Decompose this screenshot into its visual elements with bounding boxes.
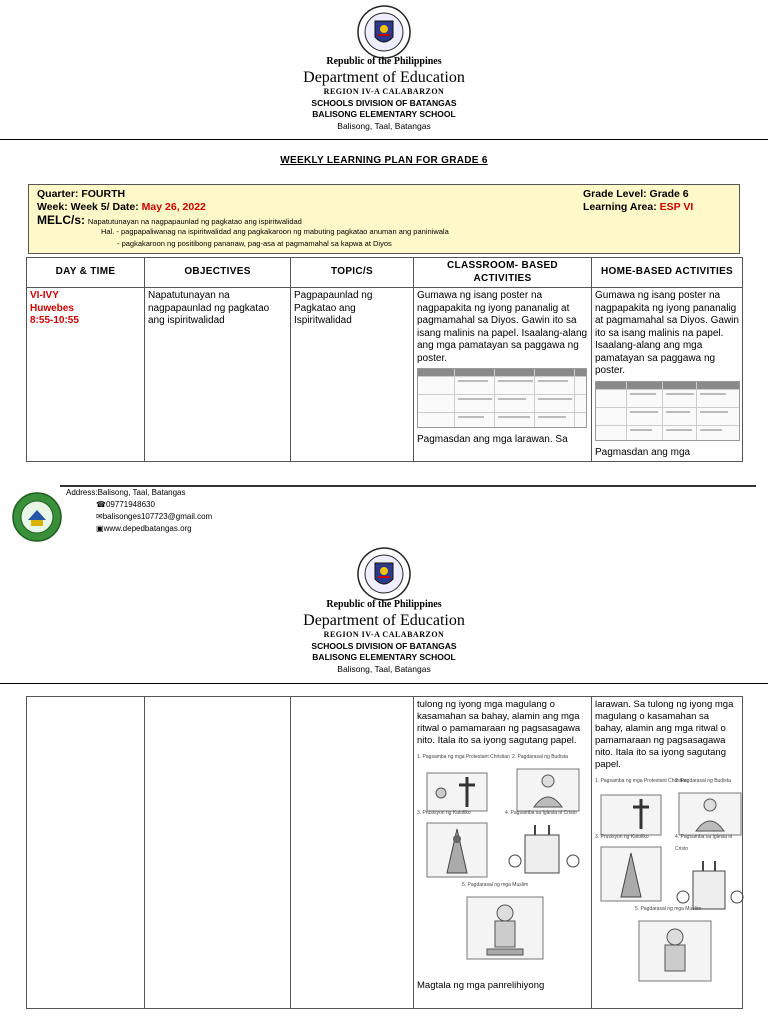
picture-buddhist: 2. Pagdarasal ng Budista — [512, 751, 587, 813]
time: 8:55-10:55 — [30, 315, 79, 326]
learning-area-value: ESP VI — [659, 201, 694, 213]
school-line: BALISONG ELEMENTARY SCHOOL — [312, 109, 456, 119]
picture-muslim: 5. Pagdarasal ng mga Muslim — [635, 903, 715, 985]
republic-line: Republic of the Philippines — [326, 56, 442, 67]
department-line: Department of Education — [303, 612, 465, 629]
day: Huwebes — [30, 302, 74, 314]
picture-protestant: 1. Pagsamba ng mga Protestant Christian — [595, 775, 688, 837]
picture-iglesia: 4. Pagsamba sa Iglesia ni Cristo — [505, 807, 585, 879]
web-icon: ▣ — [96, 524, 104, 533]
rubric-thumbnail — [417, 368, 587, 428]
rubric-thumbnail — [595, 381, 740, 441]
melc-1: Napatutunayan na nagpapaunlad ng pagkatao ang ispiritwalidad — [87, 217, 302, 226]
classroom-text: Gumawa ng isang poster na nagpapakita ng iyong pananalig at pagmamahal sa Diyos. Gawin ito sa isang malinis na papel. Isaalang-alang ang mga pamatayan sa paggawa ng poster. — [417, 290, 588, 364]
quarter: Quarter: FOURTH — [37, 188, 126, 200]
col-classroom: CLASSROOM- BASED ACTIVITIES — [414, 258, 592, 288]
picture-iglesia: 4. Pagsamba sa Iglesia ni Cristo — [675, 831, 745, 915]
day-time-cell — [27, 288, 145, 462]
objectives-cell: Napatutunayan na nagpapaunlad ng pagkatao ang ispiritwalidad — [145, 288, 291, 462]
week-date — [37, 201, 206, 213]
table-header-row — [27, 258, 743, 288]
religion-pictures — [595, 775, 745, 1000]
home-text: larawan. Sa tulong ng iyong mga magulang o kasamahan sa bahay, alamin ang mga ritwal o pamamaraan ng pagsasagawa nito. Itala ito sa iyong sagutang papel. — [595, 699, 734, 770]
web-text: www.depedbatangas.org — [103, 524, 192, 533]
region-line: REGION IV-A CALABARZON — [323, 630, 445, 639]
plan-table — [26, 257, 743, 462]
melc-2: Hal. - pagpapaliwanag na ispiritwalidad ang pagkakaroon ng mabuting pagkatao anuman ang paniniwala — [101, 227, 449, 236]
week-label: Week: Week 5/ Date: — [37, 201, 139, 213]
col-objectives: OBJECTIVES — [145, 258, 291, 288]
plan-info-box — [28, 184, 740, 254]
footer-web — [96, 524, 192, 533]
picture-protestant: 1. Pagsamba ng mga Protestant Christian — [417, 751, 510, 813]
phone-icon: ☎ — [96, 500, 106, 509]
email-icon: ✉ — [96, 512, 103, 521]
address-line: Balisong, Taal, Batangas — [337, 121, 431, 131]
col-day-time: DAY & TIME — [27, 258, 145, 288]
melc-label: MELC/s: — [37, 213, 85, 227]
footer-email — [96, 512, 212, 521]
religion-pictures — [417, 751, 587, 976]
email-text: balisonges107723@gmail.com — [102, 512, 213, 521]
learning-area-label: Learning Area: — [583, 201, 657, 213]
header-divider — [0, 683, 768, 684]
deped-seal-icon — [357, 547, 411, 601]
classroom-cell — [414, 697, 592, 1009]
grade-level: Grade Level: Grade 6 — [583, 188, 689, 200]
picture-buddhist: 2. Pagdarasal ng Budista — [675, 775, 745, 837]
picture-catholic: 3. Prusisyon ng Katoliko — [595, 831, 667, 903]
home-tail: Pagmasdan ang mga — [595, 446, 691, 458]
plan-table-continued — [26, 696, 743, 1009]
division-line: SCHOOLS DIVISION OF BATANGAS — [311, 641, 457, 651]
header-divider — [0, 139, 768, 140]
topic-cell: Pagpapaunlad ng Pagkatao ang Ispiritwalidad — [291, 288, 414, 462]
date-value: May 26, 2022 — [141, 201, 206, 213]
classroom-tail: Pagmasdan ang mga larawan. Sa — [417, 434, 568, 445]
objectives-cell — [145, 697, 291, 1009]
footer-address: Address:Balisong, Taal, Batangas — [66, 488, 186, 497]
division-line: SCHOOLS DIVISION OF BATANGAS — [311, 98, 457, 108]
classroom-text: tulong ng iyong mga magulang o kasamahan sa bahay, alamin ang mga ritwal o pamamaraan ng pagsasagawa nito. Itala ito sa iyong sagutang papel. — [417, 699, 581, 746]
footer-divider — [60, 485, 756, 487]
address-line: Balisong, Taal, Batangas — [337, 664, 431, 674]
home-cell — [592, 288, 743, 462]
classroom-cell — [414, 288, 592, 462]
picture-muslim: 5. Pagdarasal ng mga Muslim — [462, 879, 547, 961]
school-logo-icon — [12, 492, 62, 542]
table-row — [27, 697, 743, 1009]
col-topics: TOPIC/S — [291, 258, 414, 288]
plan-title: WEEKLY LEARNING PLAN FOR GRADE 6 — [280, 155, 488, 166]
melc-line — [37, 213, 302, 227]
topic-cell — [291, 697, 414, 1009]
home-cell — [592, 697, 743, 1009]
melc-3: - pagkakaroon ng positibong pananaw, pag-asa at pagmamahal sa kapwa at Diyos — [117, 239, 392, 248]
learning-area — [583, 201, 693, 213]
region-line: REGION IV-A CALABARZON — [323, 87, 445, 96]
school-line: BALISONG ELEMENTARY SCHOOL — [312, 652, 456, 662]
table-row — [27, 288, 743, 462]
republic-line: Republic of the Philippines — [326, 599, 442, 610]
classroom-tail: Magtala ng mga panrelihiyong — [417, 980, 545, 991]
department-line: Department of Education — [303, 69, 465, 86]
picture-catholic: 3. Prusisyon ng Katoliko — [417, 807, 497, 879]
footer-phone — [96, 500, 155, 509]
day-time-cell — [27, 697, 145, 1009]
deped-seal-icon — [357, 5, 411, 59]
home-text: Gumawa ng isang poster na nagpapakita ng iyong pananalig at pagmamahal sa Diyos. Gawin ito sa isang malinis na papel. Isaalang-alang ang mga pamatayan sa paggawa ng poster. — [595, 290, 739, 376]
phone-text: 09771948630 — [105, 500, 155, 509]
section: VI-IVY — [30, 290, 59, 301]
col-home: HOME-BASED ACTIVITIES — [592, 258, 743, 288]
